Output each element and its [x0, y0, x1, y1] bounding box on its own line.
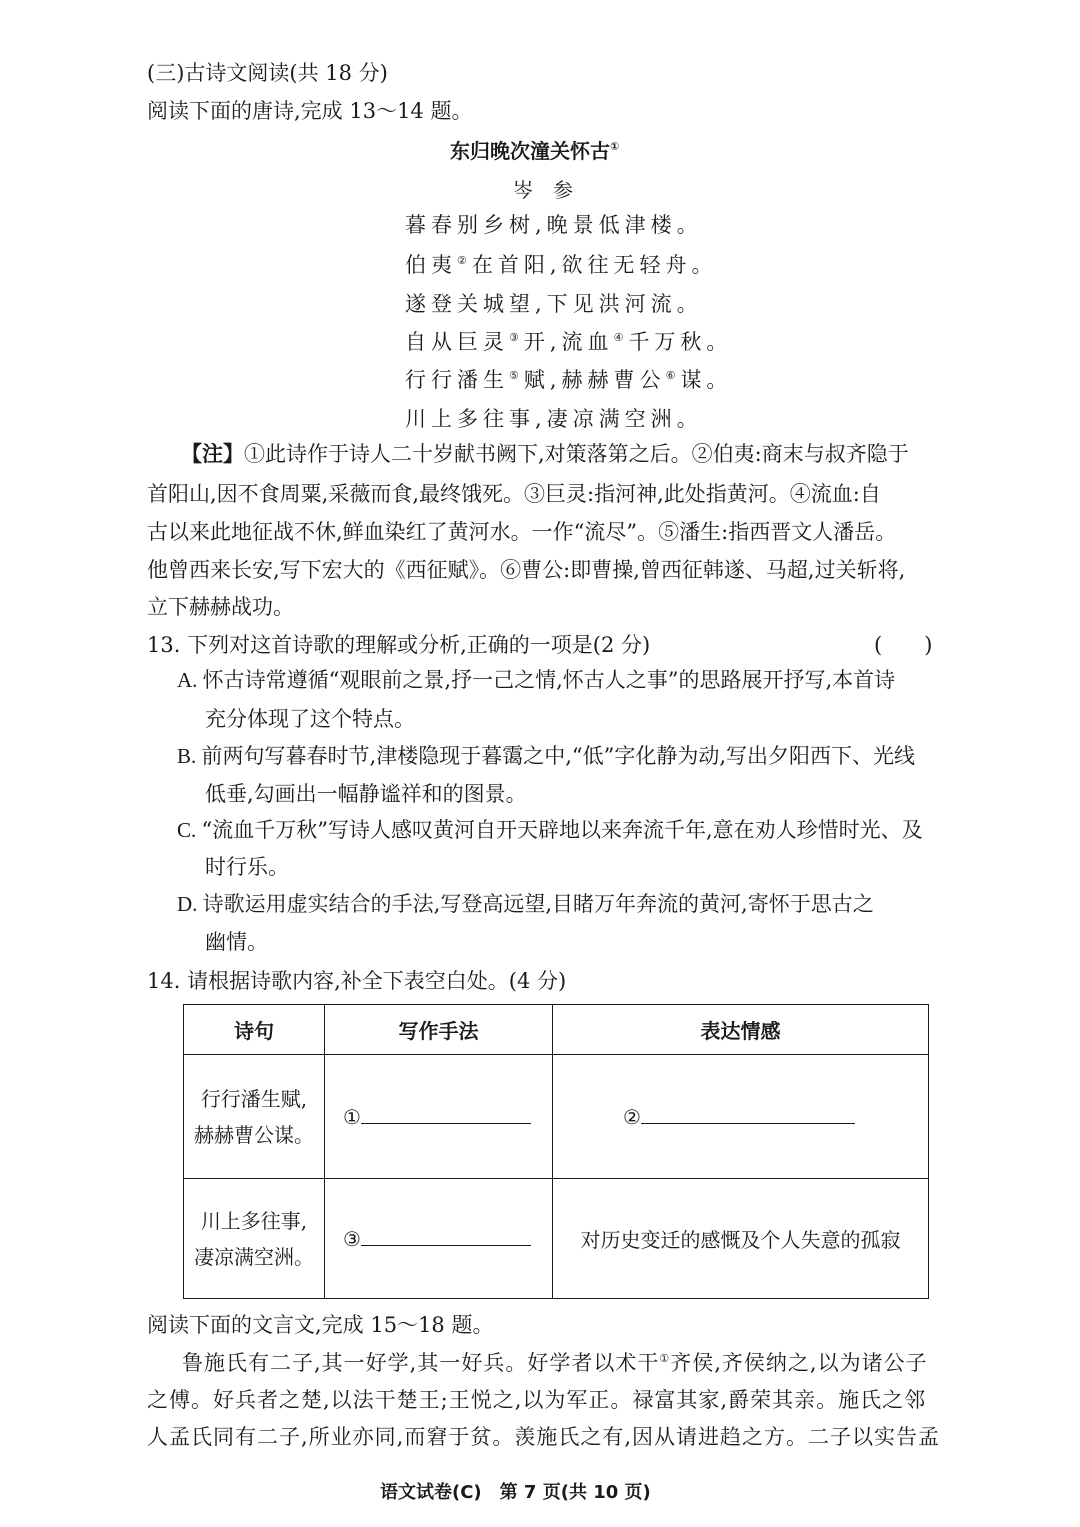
notes-line: 他曾西来长安,写下宏大的《西征赋》。⑥曹公:即曹操,曾西征韩遂、马超,过关斩将, [147, 558, 906, 582]
poem-line [405, 250, 718, 280]
q13-answer-paren[interactable]: ( ) [874, 633, 933, 657]
notes-label: 【注】 [181, 442, 244, 466]
poem-line [405, 289, 703, 319]
note-marker: ① [659, 1352, 671, 1365]
text-run: 暮春别乡树,晚景低津楼。 [405, 213, 703, 237]
table-header-row [184, 1005, 929, 1055]
classical-intro: 阅读下面的文言文,完成 15～18 题。 [147, 1313, 494, 1337]
page-footer: 语文试卷(C) 第 7 页(共 10 页) [380, 1482, 651, 1503]
notes-line: 立下赫赫战功。 [147, 595, 294, 619]
poem-line [405, 365, 732, 395]
table-row [184, 1179, 929, 1299]
text-run: 之傅。好兵者之楚,以法干楚王;王悦之,以为军正。禄富其家,爵荣其亲。施氏之邻 [147, 1388, 927, 1412]
option-label: D. [177, 892, 203, 916]
q13-option[interactable] [177, 815, 923, 845]
method-cell [325, 1179, 553, 1299]
q13-option[interactable] [177, 665, 895, 695]
option-text-continued: 时行乐。 [205, 855, 289, 879]
q14-table [183, 1004, 929, 1299]
table-header: 诗句 [184, 1005, 325, 1055]
option-text: “流血千万秋”写诗人感叹黄河自开天辟地以来奔流千年,意在劝人珍惜时光、及 [201, 818, 923, 842]
section-heading: (三)古诗文阅读(共 18 分) [147, 61, 388, 85]
poem-author: 岑 参 [513, 178, 573, 202]
note-marker: ④ [613, 331, 629, 344]
passage-line [182, 1348, 928, 1378]
blank-marker: ① [343, 1104, 361, 1129]
option-text-continued: 幽情。 [205, 930, 268, 954]
text-run: 川上多往事,凄凉满空洲。 [405, 407, 703, 431]
q14-stem: 14. 请根据诗歌内容,补全下表空白处。(4 分) [147, 969, 567, 993]
note-marker: ③ [509, 331, 524, 344]
poem-title-text: 东归晚次潼关怀古 [450, 139, 610, 163]
note-marker: ② [457, 254, 472, 267]
verse-line: 行行潘生赋, [200, 1086, 308, 1111]
emotion-cell: 对历史变迁的感慨及个人失意的孤寂 [553, 1179, 929, 1299]
note-marker: ⑤ [509, 369, 524, 382]
option-text: 怀古诗常遵循“观眼前之景,抒一己之情,怀古人之事”的思路展开抒写,本首诗 [202, 668, 896, 692]
option-text: 诗歌运用虚实结合的手法,写登高远望,目睹万年奔流的黄河,寄怀于思古之 [202, 892, 874, 916]
q13-stem: 13. 下列对这首诗歌的理解或分析,正确的一项是(2 分) [147, 633, 651, 657]
passage-line [147, 1422, 940, 1452]
text-run: 谋。 [680, 368, 733, 392]
q13-option[interactable] [177, 741, 915, 771]
option-label: A. [177, 668, 203, 692]
poem-title [450, 135, 619, 164]
emotion-cell [553, 1055, 929, 1179]
q13-option[interactable] [177, 889, 874, 919]
poem-title-note: ① [610, 140, 620, 153]
answer-blank-1[interactable] [361, 1123, 531, 1124]
notes-text: ①此诗作于诗人二十岁献书阙下,对策落第之后。②伯夷:商末与叔齐隐于 [244, 442, 909, 466]
text-run: 千万秋。 [628, 330, 733, 354]
section-intro: 阅读下面的唐诗,完成 13～14 题。 [147, 99, 473, 123]
answer-blank-3[interactable] [361, 1245, 531, 1246]
answer-blank-2[interactable] [641, 1123, 855, 1124]
option-label: B. [177, 744, 202, 768]
text-run: 行行潘生 [405, 368, 509, 392]
poem-line [405, 327, 732, 357]
table-header: 写作手法 [325, 1005, 553, 1055]
text-run: 鲁施氏有二子,其一好学,其一好兵。好学者以术干 [182, 1351, 660, 1375]
option-text-continued: 充分体现了这个特点。 [205, 707, 415, 731]
table-row [184, 1055, 929, 1179]
text-run: 齐侯,齐侯纳之,以为诸公子 [670, 1351, 928, 1375]
notes-line: 古以来此地征战不休,鲜血染红了黄河水。一作“流尽”。⑤潘生:指西晋文人潘岳。 [147, 520, 897, 544]
verse-cell [184, 1055, 325, 1179]
text-run: 赋,赫赫曹公 [523, 368, 666, 392]
verse-line: 川上多往事, [200, 1208, 308, 1233]
text-run: 伯夷 [405, 253, 457, 277]
note-marker: ⑥ [665, 369, 681, 382]
verse-cell [184, 1179, 325, 1299]
option-label: C. [177, 818, 202, 842]
notes-line: 首阳山,因不食周粟,采薇而食,最终饿死。③巨灵:指河神,此处指黄河。④流血:自 [147, 482, 881, 506]
text-run: 开,流血 [523, 330, 614, 354]
text-run: 在首阳,欲往无轻舟。 [471, 253, 718, 277]
text-run: 人孟氏同有二子,所业亦同,而窘于贫。羡施氏之有,因从请进趋之方。二子以实告孟 [147, 1425, 941, 1449]
text-run: 遂登关城望,下见洪河流。 [405, 292, 703, 316]
verse-line: 凄凉满空洲。 [194, 1244, 314, 1269]
method-cell [325, 1055, 553, 1179]
text-run: 自从巨灵 [405, 330, 509, 354]
verse-line: 赫赫曹公谋。 [194, 1122, 314, 1147]
blank-marker: ② [623, 1104, 641, 1129]
blank-marker: ③ [343, 1226, 361, 1251]
poem-line [405, 210, 703, 240]
passage-line [147, 1385, 926, 1415]
notes-line-1 [181, 439, 909, 469]
option-text-continued: 低垂,勾画出一幅静谧祥和的图景。 [205, 782, 527, 806]
poem-line [405, 404, 703, 434]
table-header: 表达情感 [553, 1005, 929, 1055]
option-text: 前两句写暮春时节,津楼隐现于暮霭之中,“低”字化静为动,写出夕阳西下、光线 [201, 744, 916, 768]
